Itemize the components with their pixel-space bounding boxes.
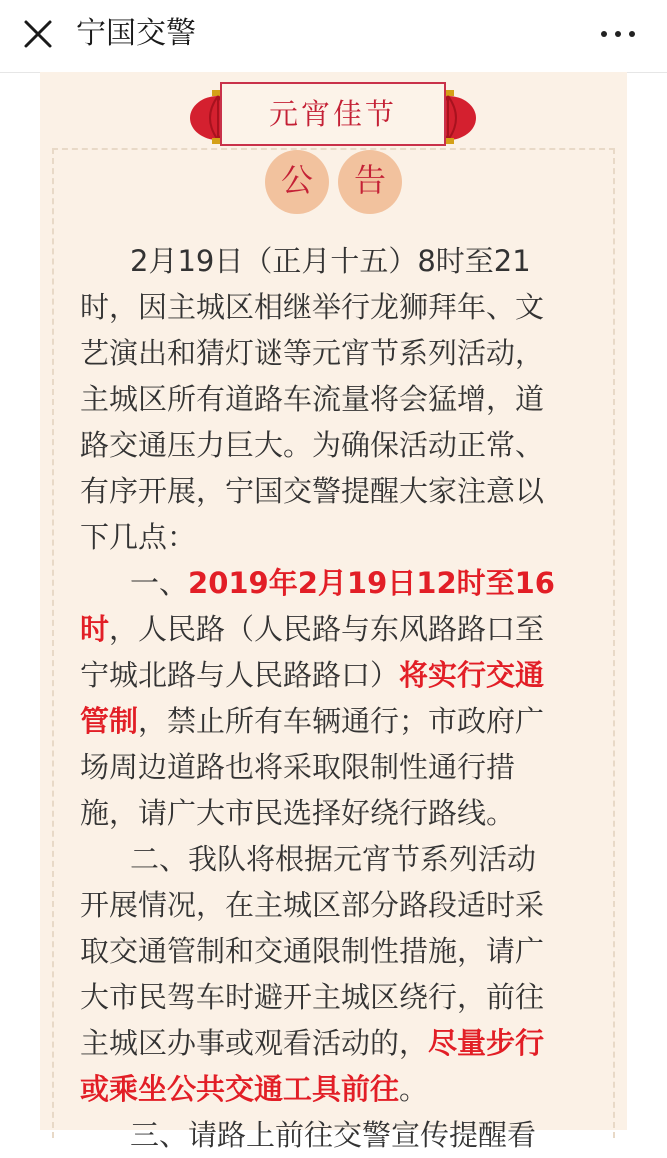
body-text-segment: 取交通管制和交通限制性措施，请广 (80, 934, 545, 968)
body-line (80, 330, 580, 376)
body-line (80, 928, 580, 974)
body-text-segment: 主城区所有道路车流量将会猛增，道 (80, 382, 545, 416)
body-text-segment: 路交通压力巨大。为确保活动正常、 (80, 428, 545, 462)
body-line (80, 698, 580, 744)
body-line (80, 560, 580, 606)
notice-char: 告 (353, 161, 386, 199)
close-button[interactable] (18, 14, 58, 54)
body-line (80, 836, 580, 882)
banner-title: 元宵佳节 (268, 97, 397, 131)
close-icon (18, 14, 58, 54)
body-line (80, 376, 580, 422)
body-text-segment: 宁城北路与人民路路口） (80, 658, 400, 692)
body-text-segment: ，人民路（人民路与东风路路口至 (109, 612, 545, 646)
body-text-segment: 二、我队将根据元宵节系列活动 (130, 842, 537, 876)
body-line (80, 652, 580, 698)
highlight-text: 将实行交通 (399, 658, 545, 692)
body-text-segment: ，禁止所有车辆通行；市政府广 (138, 704, 545, 738)
body-text-segment: 大市民驾车时避开主城区绕行，前往 (80, 980, 545, 1014)
notice-char: 公 (280, 161, 313, 199)
body-text-segment: 下几点： (80, 520, 197, 554)
body-text-segment: 主城区办事或观看活动的， (80, 1026, 429, 1060)
festival-banner (220, 82, 446, 146)
body-line (80, 422, 580, 468)
more-button[interactable] (597, 20, 639, 48)
body-line (80, 1112, 580, 1158)
body-text-segment: 有序开展，宁国交警提醒大家注意以 (80, 474, 545, 508)
body-line (80, 882, 580, 928)
body-line (80, 1066, 580, 1112)
body-text-segment: 艺演出和猜灯谜等元宵节系列活动， (80, 336, 545, 370)
notice-circle (338, 150, 402, 214)
highlight-text: 时 (80, 612, 110, 646)
body-text-segment: 一、 (130, 566, 189, 600)
body-line (80, 1020, 580, 1066)
body-line (80, 974, 580, 1020)
body-text-segment: 2月19日（正月十五）8时至21 (130, 244, 531, 278)
body-line (80, 514, 580, 560)
page-title: 宁国交警 (76, 16, 196, 51)
highlight-text: 尽量步行 (428, 1026, 545, 1060)
body-line (80, 238, 580, 284)
highlight-text: 管制 (80, 704, 139, 738)
body-line (80, 744, 580, 790)
highlight-text: 或乘坐公共交通工具前往 (80, 1072, 400, 1106)
body-text-segment: 时，因主城区相继举行龙狮拜年、文 (80, 290, 545, 324)
body-line (80, 468, 580, 514)
top-bar (0, 0, 667, 73)
body-text-segment: 。 (399, 1072, 429, 1106)
body-line (80, 284, 580, 330)
body-line (80, 790, 580, 836)
body-text-segment: 施，请广大市民选择好绕行路线。 (80, 796, 516, 830)
body-text-segment: 开展情况，在主城区部分路段适时采 (80, 888, 545, 922)
body-text-segment: 三、请路上前往交警宣传提醒看 (130, 1118, 537, 1152)
highlight-text: 2019年2月19日12时至16 (188, 566, 555, 600)
body-line (80, 606, 580, 652)
notice-body (80, 238, 580, 1158)
body-text-segment: 场周边道路也将采取限制性通行措 (80, 750, 516, 784)
notice-circle (265, 150, 329, 214)
